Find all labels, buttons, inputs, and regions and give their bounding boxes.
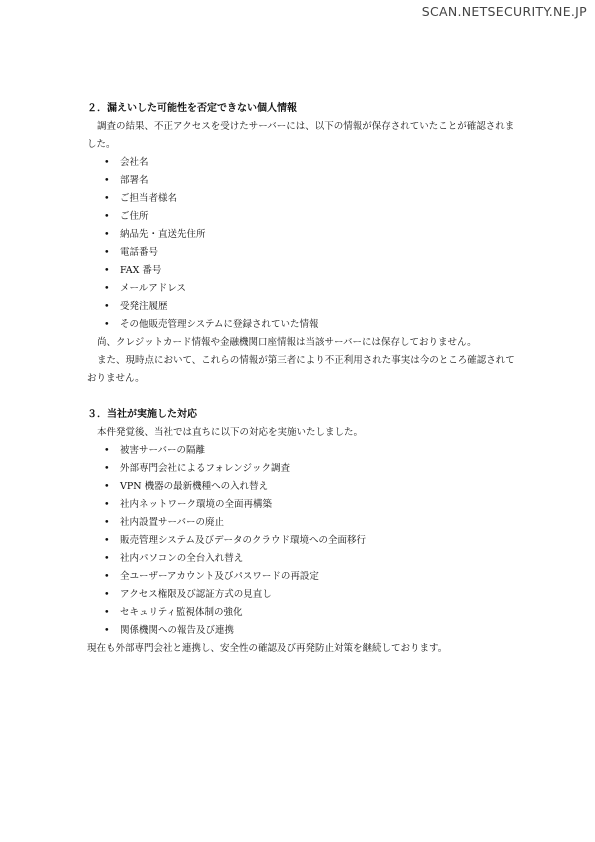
- section-3-heading: ３．当社が実施した対応: [87, 409, 197, 420]
- list-item-label: セキュリティ監視体制の強化: [120, 607, 243, 618]
- list-item: [87, 604, 517, 622]
- bullet-icon: •: [104, 265, 110, 276]
- list-item: [87, 568, 517, 586]
- bullet-icon: •: [104, 463, 110, 474]
- list-item-label: 被害サーバーの隔離: [120, 445, 206, 456]
- bullet-icon: •: [104, 499, 110, 510]
- bullet-icon: •: [104, 229, 110, 240]
- bullet-icon: •: [104, 607, 110, 618]
- list-item: [87, 190, 517, 208]
- bullet-icon: •: [104, 193, 110, 204]
- list-item: [87, 514, 517, 532]
- list-item-label: 全ユーザーアカウント及びパスワードの再設定: [120, 571, 319, 582]
- bullet-icon: •: [104, 625, 110, 636]
- list-item-label: ご担当者様名: [120, 193, 178, 204]
- list-item: [87, 316, 517, 334]
- list-item-label: アクセス権限及び認証方式の見直し: [120, 589, 272, 600]
- bullet-icon: •: [104, 445, 110, 456]
- bullet-icon: •: [104, 517, 110, 528]
- list-item: [87, 298, 517, 316]
- list-item: [87, 532, 517, 550]
- bullet-icon: •: [104, 175, 110, 186]
- bullet-icon: •: [104, 589, 110, 600]
- section-2-list: [87, 154, 517, 334]
- bullet-icon: •: [104, 535, 110, 546]
- list-item: [87, 550, 517, 568]
- watermark-text: SCAN.NETSECURITY.NE.JP: [421, 4, 587, 19]
- list-item: [87, 478, 517, 496]
- list-item: [87, 442, 517, 460]
- list-item-label: 電話番号: [120, 247, 159, 258]
- list-item: [87, 460, 517, 478]
- section-3-list: [87, 442, 517, 640]
- list-item-label: FAX 番号: [120, 265, 162, 276]
- list-item: [87, 244, 517, 262]
- list-item: [87, 208, 517, 226]
- section-3-closing: 現在も外部専門会社と連携し、安全性の確認及び再発防止対策を継続しております。: [87, 643, 448, 654]
- list-item-label: ご住所: [120, 211, 149, 222]
- section-2-note-misuse: また、現時点において、これらの情報が第三者により不正利用された事実は今のところ確認されておりません。: [87, 355, 515, 384]
- list-item-label: 外部専門会社によるフォレンジック調査: [120, 463, 291, 474]
- section-2-intro: 調査の結果、不正アクセスを受けたサーバーには、以下の情報が保存されていたことが確認されました。: [87, 121, 515, 150]
- list-item-label: 社内設置サーバーの廃止: [120, 517, 225, 528]
- bullet-icon: •: [104, 283, 110, 294]
- list-item-label: 販売管理システム及びデータのクラウド環境への全面移行: [120, 535, 367, 546]
- list-item-label: 受発注履歴: [120, 301, 168, 312]
- list-item: [87, 586, 517, 604]
- document-body: [87, 100, 517, 658]
- bullet-icon: •: [104, 571, 110, 582]
- list-item-label: メールアドレス: [120, 283, 187, 294]
- list-item: [87, 496, 517, 514]
- bullet-icon: •: [104, 247, 110, 258]
- bullet-icon: •: [104, 301, 110, 312]
- list-item-label: 納品先・直送先住所: [120, 229, 206, 240]
- bullet-icon: •: [104, 319, 110, 330]
- bullet-icon: •: [104, 211, 110, 222]
- list-item-label: 部署名: [120, 175, 149, 186]
- list-item: [87, 154, 517, 172]
- list-item: [87, 622, 517, 640]
- list-item-label: その他販売管理システムに登録されていた情報: [120, 319, 319, 330]
- bullet-icon: •: [104, 157, 110, 168]
- list-item: [87, 172, 517, 190]
- list-item: [87, 226, 517, 244]
- section-spacer: [87, 388, 517, 406]
- list-item-label: 社内ネットワーク環境の全面再構築: [120, 499, 273, 510]
- section-3-intro: 本件発覚後、当社では直ちに以下の対応を実施いたしました。: [97, 427, 364, 438]
- bullet-icon: •: [104, 553, 110, 564]
- list-item-label: 会社名: [120, 157, 149, 168]
- list-item: [87, 262, 517, 280]
- section-2-heading: ２．漏えいした可能性を否定できない個人情報: [87, 103, 297, 114]
- bullet-icon: •: [104, 481, 110, 492]
- list-item-label: 社内パソコンの全台入れ替え: [120, 553, 244, 564]
- section-2-note-card-info: 尚、クレジットカード情報や金融機関口座情報は当該サーバーには保存しておりません。: [97, 337, 477, 348]
- list-item-label: VPN 機器の最新機種への入れ替え: [120, 481, 269, 492]
- list-item-label: 関係機関への報告及び連携: [120, 625, 235, 636]
- list-item: [87, 280, 517, 298]
